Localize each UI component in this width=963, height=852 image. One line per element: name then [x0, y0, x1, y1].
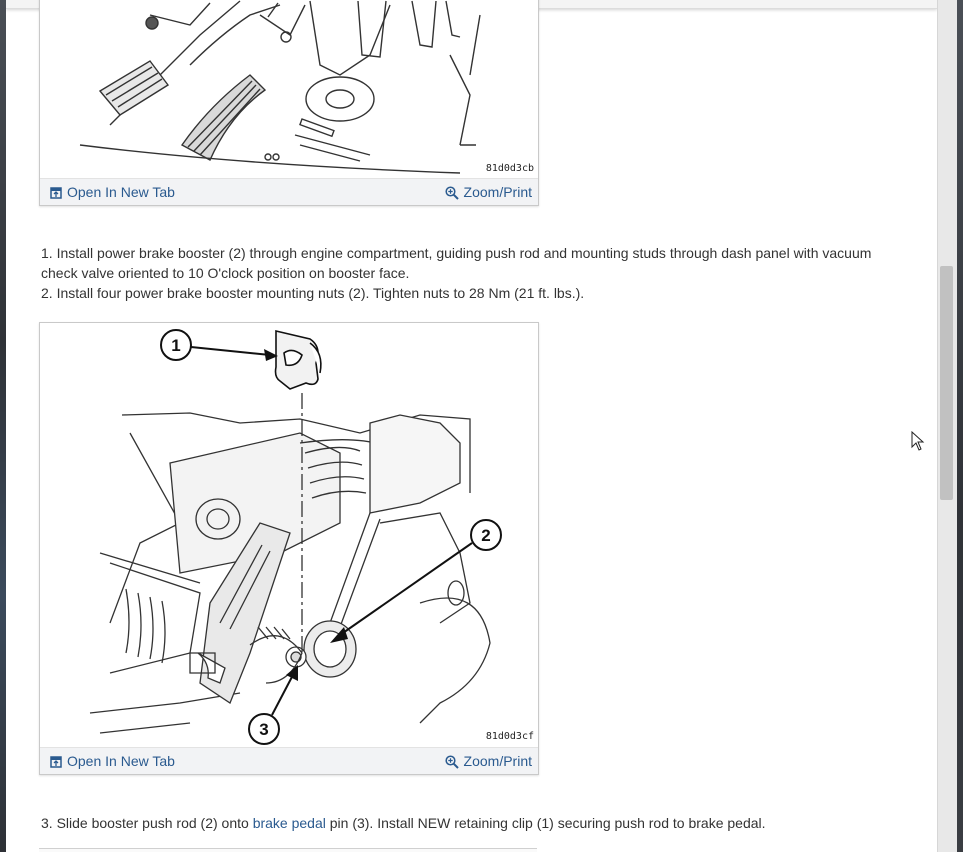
figure-code: 81d0d3cf: [485, 731, 534, 742]
open-new-tab-link[interactable]: [50, 179, 175, 205]
step-3: [41, 813, 766, 833]
mouse-pointer-icon: [911, 431, 925, 451]
open-new-tab-label: Open In New Tab: [67, 184, 175, 200]
step-2: 2. Install four power brake booster mounting nuts (2). Tighten nuts to 28 Nm (21 ft. lbs.).: [41, 285, 585, 301]
open-new-tab-link[interactable]: [50, 748, 175, 774]
figure-code: 81d0d3cb: [485, 163, 534, 174]
figure-push-rod-clip: [39, 322, 539, 775]
step-3-text-end: pin (3). Install NEW retaining clip (1) securing push rod to brake pedal.: [325, 815, 766, 831]
callout-2-label: 2: [481, 526, 491, 545]
document-page: [6, 0, 937, 852]
magnifier-plus-icon: [445, 186, 459, 200]
push-rod-clip-illustration: [40, 323, 538, 747]
next-figure-edge: [39, 848, 537, 852]
open-new-tab-icon: [50, 187, 62, 199]
zoom-print-link[interactable]: [445, 748, 532, 774]
window-border-right: [957, 0, 963, 852]
zoom-print-label: Zoom/Print: [463, 753, 532, 769]
callout-3-label: 3: [259, 720, 269, 739]
figure-toolbar: [40, 178, 538, 205]
figure-toolbar: [40, 747, 538, 774]
magnifier-plus-icon: [445, 755, 459, 769]
step-3-text-start: 3. Slide booster push rod (2) onto: [41, 815, 253, 831]
callout-1-label: 1: [171, 336, 181, 355]
step-1-line-2: check valve oriented to 10 O'clock position on booster face.: [41, 265, 410, 281]
brake-pedal-illustration: [40, 0, 538, 179]
brake-pedal-link[interactable]: brake pedal: [252, 815, 326, 831]
open-new-tab-label: Open In New Tab: [67, 753, 175, 769]
zoom-print-link[interactable]: [445, 179, 532, 205]
open-new-tab-icon: [50, 756, 62, 768]
figure-brake-pedal-top: [39, 0, 539, 206]
step-1-line-1: 1. Install power brake booster (2) through engine compartment, guiding push rod and mounting studs through dash panel with vacuum: [41, 245, 872, 261]
scrollbar-thumb[interactable]: [940, 266, 953, 500]
zoom-print-label: Zoom/Print: [463, 184, 532, 200]
